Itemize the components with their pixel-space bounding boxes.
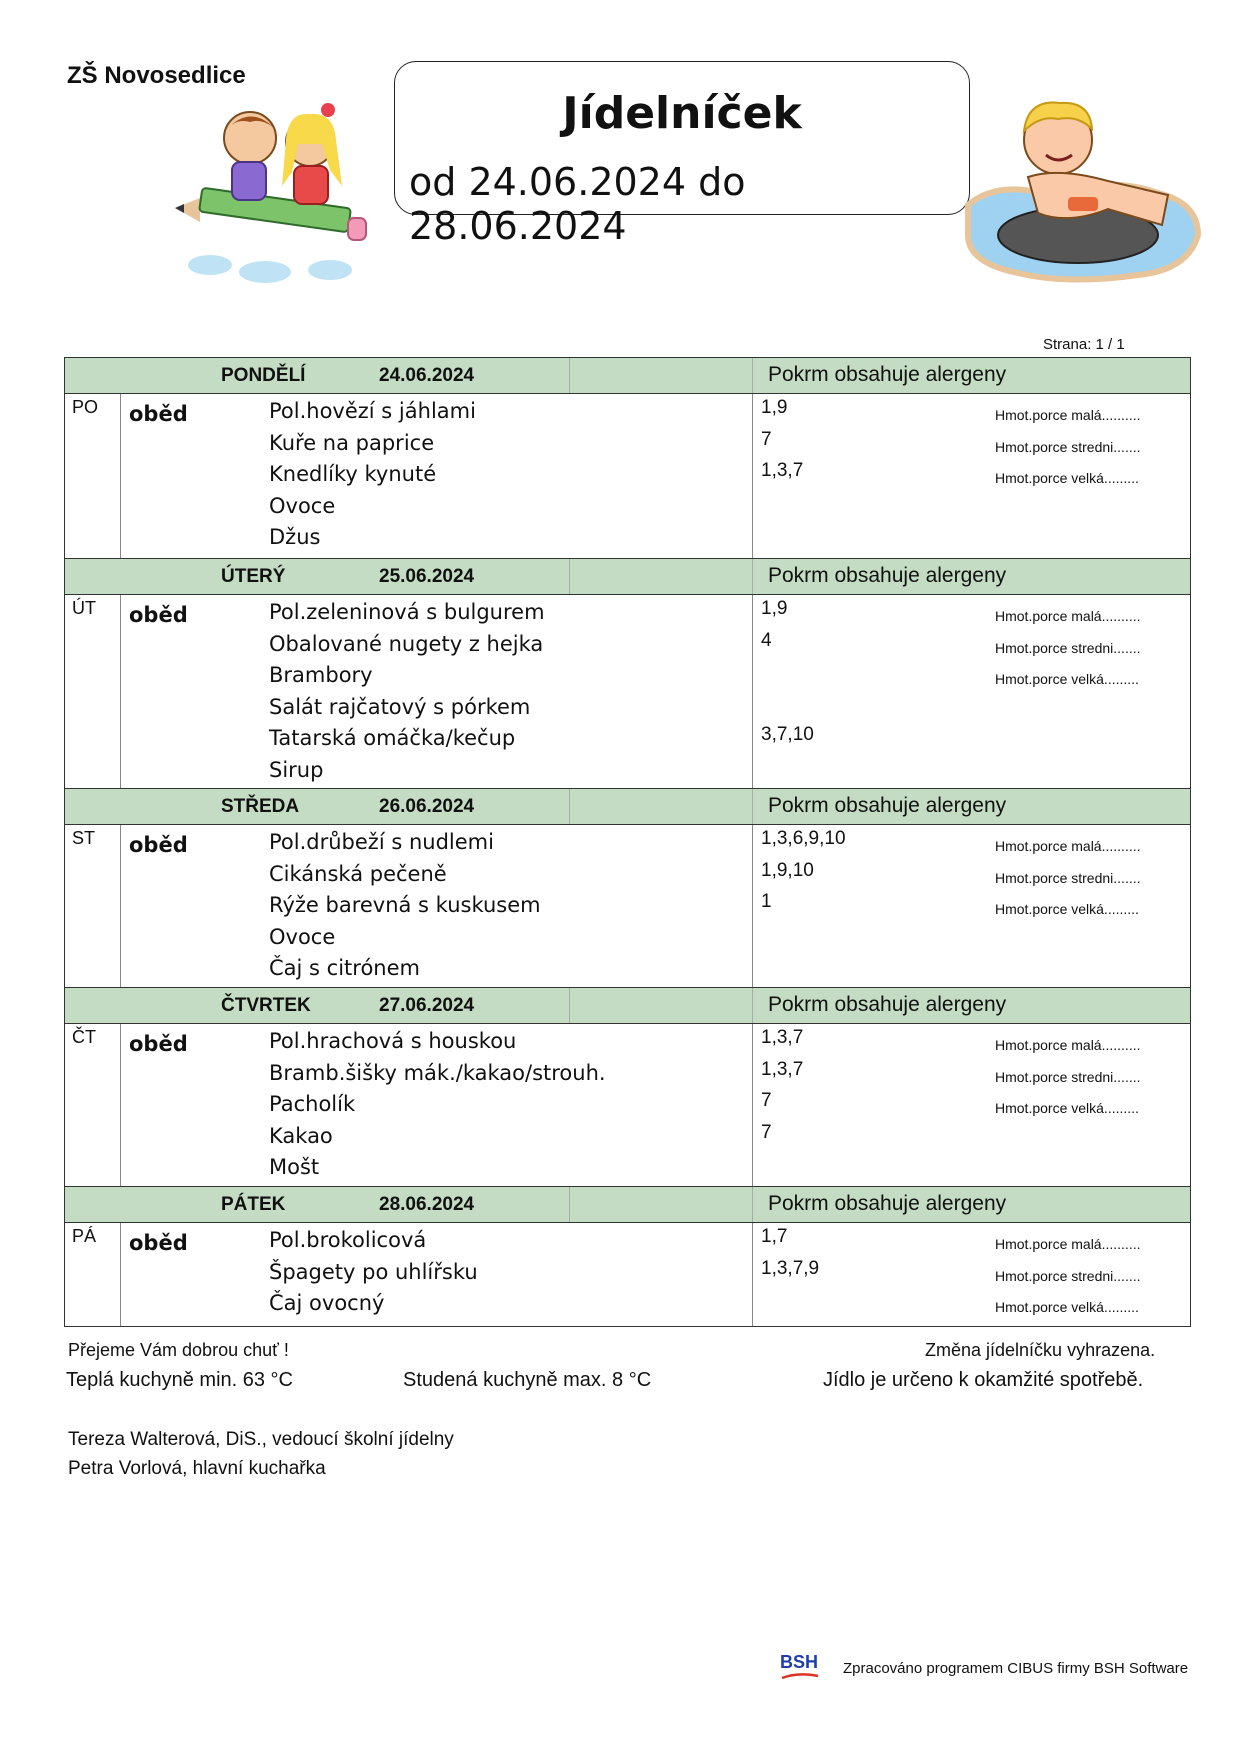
header-divider	[569, 988, 570, 1023]
allergen-header: Pokrm obsahuje alergeny	[768, 363, 1007, 386]
allergen-list	[761, 825, 846, 920]
header-divider	[569, 358, 570, 393]
portion-medium: Hmot.porce stredni.......	[995, 1267, 1141, 1284]
allergen-codes: 1,9	[761, 598, 788, 619]
allergen-header: Pokrm obsahuje alergeny	[768, 794, 1007, 817]
day-header-thursday	[65, 987, 1190, 1024]
wish-text: Přejeme Vám dobrou chuť !	[68, 1340, 289, 1360]
day-header-wednesday	[65, 788, 1190, 825]
dish: Pol.hovězí s jáhlami	[269, 399, 476, 423]
dish-list	[269, 597, 545, 786]
day-body-friday	[65, 1223, 1190, 1326]
column-divider	[120, 825, 121, 987]
allergen-codes	[761, 658, 814, 690]
portion-small: Hmot.porce malá..........	[995, 407, 1141, 423]
allergen-codes	[761, 690, 814, 722]
kids-on-pencil-illustration	[170, 100, 390, 290]
portion-medium: Hmot.porce stredni.......	[995, 438, 1141, 455]
portion-medium: Hmot.porce stredni.......	[995, 1068, 1141, 1085]
dish: Obalované nugety z hejka	[269, 631, 544, 656]
portion-small: Hmot.porce malá..........	[995, 1236, 1141, 1252]
header-divider	[752, 789, 753, 824]
day-date: 25.06.2024	[379, 566, 475, 587]
day-abbreviation: ÚT	[72, 598, 96, 618]
dish: Kuře na paprice	[269, 430, 435, 455]
swimming-boy-illustration	[958, 85, 1208, 285]
dish: Tatarská omáčka/kečup	[269, 726, 516, 750]
portion-small: Hmot.porce malá..........	[995, 1037, 1141, 1053]
allergen-codes: 1,3,6,9,10	[761, 828, 846, 849]
bsh-logo	[778, 1648, 822, 1684]
day-date: 24.06.2024	[379, 365, 475, 386]
dish: Pacholík	[269, 1092, 356, 1116]
dish: Kakao	[269, 1123, 333, 1148]
portion-list	[995, 835, 1141, 930]
allergen-codes: 1,9,10	[761, 859, 814, 881]
portion-medium: Hmot.porce stredni.......	[995, 639, 1141, 656]
dish: Sirup	[269, 757, 324, 782]
dish: Salát rajčatový s pórkem	[269, 694, 531, 719]
allergen-codes: 1,3,7	[761, 1027, 804, 1048]
header-divider	[752, 559, 753, 594]
allergen-list	[761, 394, 803, 489]
dish: Mošt	[269, 1155, 320, 1179]
dish: Pol.zeleninová s bulgurem	[269, 600, 545, 624]
header-divider	[752, 358, 753, 393]
menu-table	[64, 357, 1191, 1327]
day-header-tuesday	[65, 558, 1190, 595]
column-divider	[752, 595, 753, 788]
title-box	[394, 61, 970, 248]
change-notice: Změna jídelníčku vyhrazena.	[925, 1340, 1156, 1360]
dish: Knedlíky kynuté	[269, 462, 437, 486]
allergen-header: Pokrm obsahuje alergeny	[768, 993, 1007, 1016]
day-name: PONDĚLÍ	[221, 365, 306, 386]
dish: Pol.hrachová s houskou	[269, 1029, 517, 1053]
day-body-thursday	[65, 1024, 1190, 1186]
portion-large: Hmot.porce velká.........	[995, 1299, 1139, 1315]
dish-list	[269, 1225, 478, 1320]
allergen-codes: 7	[761, 1121, 772, 1143]
allergen-list	[761, 1223, 819, 1286]
dish: Ovoce	[269, 493, 336, 518]
column-divider	[120, 1223, 121, 1326]
portion-large: Hmot.porce velká.........	[995, 470, 1139, 486]
column-divider	[752, 825, 753, 987]
header-divider	[569, 789, 570, 824]
dish: Špagety po uhlířsku	[269, 1259, 478, 1284]
dish: Rýže barevná s kuskusem	[269, 893, 541, 917]
software-credit: Zpracováno programem CIBUS firmy BSH Software	[843, 1660, 1189, 1677]
day-abbreviation: ST	[72, 828, 96, 848]
staff-manager: Tereza Walterová, DiS., vedoucí školní jídelny	[68, 1429, 454, 1450]
portion-list	[995, 1034, 1141, 1129]
dish-list	[269, 827, 541, 985]
allergen-codes: 7	[761, 428, 772, 450]
dish: Čaj ovocný	[269, 1291, 385, 1315]
menu-title: Jídelníček	[562, 88, 802, 139]
dish: Ovoce	[269, 924, 336, 949]
cold-kitchen-note: Studená kuchyně max. 8 °C	[403, 1369, 652, 1391]
day-name: ČTVRTEK	[221, 995, 311, 1016]
allergen-codes: 1,9	[761, 397, 788, 418]
dish: Bramb.šišky mák./kakao/strouh.	[269, 1060, 606, 1085]
header-divider	[569, 559, 570, 594]
allergen-codes: 1,3,7,9	[761, 1257, 820, 1279]
allergen-codes: 3,7,10	[761, 724, 814, 745]
dish-list	[269, 396, 476, 554]
page-number: Strana: 1 / 1	[1043, 336, 1125, 353]
school-name: ZŠ Novosedlice	[67, 62, 246, 89]
column-divider	[120, 394, 121, 558]
column-divider	[120, 595, 121, 788]
allergen-codes: 1,3,7	[761, 460, 804, 481]
dish: Pol.brokolicová	[269, 1228, 427, 1252]
dish: Brambory	[269, 663, 373, 687]
portion-small: Hmot.porce malá..........	[995, 838, 1141, 854]
column-divider	[120, 1024, 121, 1186]
day-body-monday	[65, 394, 1190, 558]
day-date: 28.06.2024	[379, 1194, 475, 1215]
consumption-note: Jídlo je určeno k okamžité spotřebě.	[823, 1369, 1144, 1391]
meal-label: oběd	[129, 603, 188, 627]
allergen-header: Pokrm obsahuje alergeny	[768, 1192, 1007, 1215]
allergen-codes: 1	[761, 891, 772, 912]
header-divider	[752, 988, 753, 1023]
portion-small: Hmot.porce malá..........	[995, 608, 1141, 624]
allergen-codes: 4	[761, 629, 772, 651]
meal-label: oběd	[129, 1032, 188, 1056]
portion-large: Hmot.porce velká.........	[995, 671, 1139, 687]
column-divider	[752, 394, 753, 558]
staff-cook: Petra Vorlová, hlavní kuchařka	[68, 1458, 326, 1479]
day-abbreviation: ČT	[72, 1027, 96, 1047]
day-header-monday	[65, 357, 1190, 394]
meal-label: oběd	[129, 833, 188, 857]
day-abbreviation: PO	[72, 397, 99, 417]
header-divider	[569, 1187, 570, 1222]
portion-large: Hmot.porce velká.........	[995, 1100, 1139, 1116]
meal-label: oběd	[129, 402, 188, 426]
portion-list	[995, 1233, 1141, 1328]
day-name: ÚTERÝ	[221, 566, 286, 587]
allergen-header: Pokrm obsahuje alergeny	[768, 564, 1007, 587]
day-date: 27.06.2024	[379, 995, 475, 1016]
dish: Džus	[269, 525, 321, 549]
day-abbreviation: PÁ	[72, 1226, 97, 1246]
date-range: od 24.06.2024 do 28.06.2024	[409, 160, 746, 248]
allergen-list	[761, 1024, 803, 1150]
portion-medium: Hmot.porce stredni.......	[995, 869, 1141, 886]
warm-kitchen-note: Teplá kuchyně min. 63 °C	[66, 1369, 294, 1391]
dish: Čaj s citrónem	[269, 956, 420, 980]
header-divider	[752, 1187, 753, 1222]
portion-large: Hmot.porce velká.........	[995, 901, 1139, 917]
allergen-list	[761, 595, 814, 753]
column-divider	[752, 1223, 753, 1326]
meal-label: oběd	[129, 1231, 188, 1255]
day-header-friday	[65, 1186, 1190, 1223]
portion-list	[995, 404, 1141, 499]
logo-text: BSH	[780, 1652, 819, 1672]
dish: Pol.drůbeží s nudlemi	[269, 830, 494, 854]
allergen-codes: 1,7	[761, 1226, 788, 1247]
day-body-tuesday	[65, 595, 1190, 788]
allergen-codes: 1,3,7	[761, 1058, 804, 1080]
dish: Cikánská pečeně	[269, 861, 447, 886]
allergen-codes: 7	[761, 1090, 772, 1111]
portion-list	[995, 605, 1141, 700]
day-name: PÁTEK	[221, 1194, 286, 1215]
day-name: STŘEDA	[221, 796, 300, 817]
day-body-wednesday	[65, 825, 1190, 987]
day-date: 26.06.2024	[379, 796, 475, 817]
dish-list	[269, 1026, 606, 1184]
column-divider	[752, 1024, 753, 1186]
